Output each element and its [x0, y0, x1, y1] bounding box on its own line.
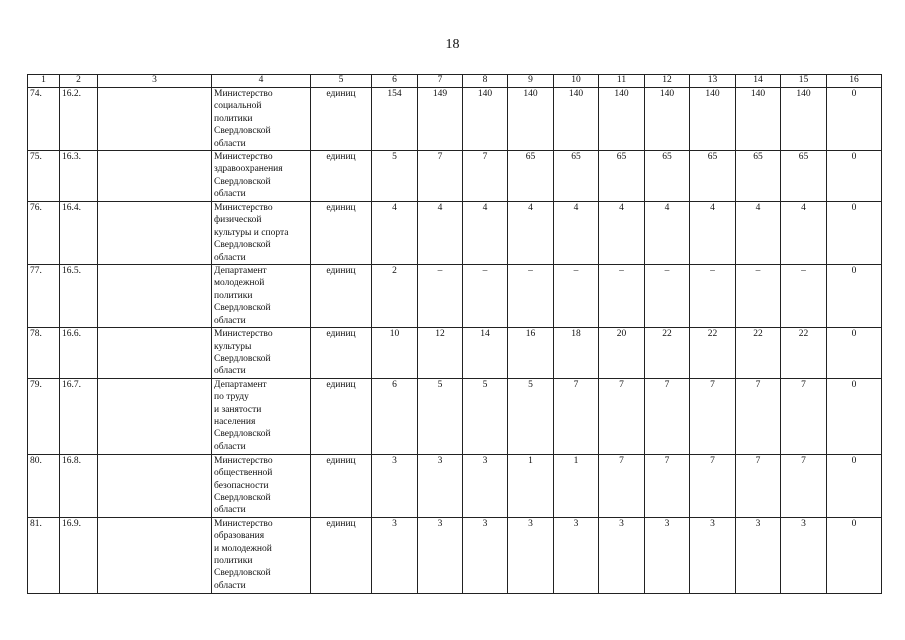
table-row: [28, 88, 882, 151]
blank-cell: [98, 202, 212, 265]
organization-cell: Департамент по труду и занятости населения Свердловской области: [212, 378, 311, 454]
value-cell: 7: [781, 378, 827, 454]
value-cell: 65: [781, 151, 827, 202]
value-cell: 3: [645, 517, 690, 593]
value-cell: 0: [827, 328, 882, 379]
value-cell: 7: [599, 454, 645, 517]
unit-cell: единиц: [311, 378, 372, 454]
value-cell: –: [781, 265, 827, 328]
value-cell: 65: [554, 151, 599, 202]
value-cell: –: [463, 265, 508, 328]
value-cell: –: [599, 265, 645, 328]
indicator-table: [27, 74, 882, 594]
value-cell: 22: [781, 328, 827, 379]
row-number-cell: 80.: [28, 454, 60, 517]
value-cell: 3: [554, 517, 599, 593]
value-cell: 20: [599, 328, 645, 379]
column-header: 12: [645, 75, 690, 88]
value-cell: 65: [599, 151, 645, 202]
page-number: 18: [445, 37, 460, 52]
column-header: 7: [418, 75, 463, 88]
value-cell: 3: [463, 517, 508, 593]
value-cell: 7: [690, 378, 736, 454]
value-cell: 14: [463, 328, 508, 379]
blank-cell: [98, 265, 212, 328]
table-row: [28, 454, 882, 517]
unit-cell: единиц: [311, 202, 372, 265]
organization-cell: Министерство социальной политики Свердловской области: [212, 88, 311, 151]
value-cell: 4: [372, 202, 418, 265]
row-number-cell: 76.: [28, 202, 60, 265]
value-cell: 140: [554, 88, 599, 151]
value-cell: 65: [736, 151, 781, 202]
unit-cell: единиц: [311, 517, 372, 593]
row-code-cell: 16.2.: [60, 88, 98, 151]
value-cell: 0: [827, 265, 882, 328]
value-cell: 3: [463, 454, 508, 517]
value-cell: 7: [736, 454, 781, 517]
organization-cell: Министерство культуры Свердловской области: [212, 328, 311, 379]
organization-cell: Министерство здравоохранения Свердловской области: [212, 151, 311, 202]
value-cell: 140: [690, 88, 736, 151]
value-cell: 140: [508, 88, 554, 151]
value-cell: 0: [827, 88, 882, 151]
value-cell: –: [508, 265, 554, 328]
value-cell: 4: [736, 202, 781, 265]
value-cell: 6: [372, 378, 418, 454]
column-header: 1: [28, 75, 60, 88]
value-cell: 5: [372, 151, 418, 202]
value-cell: 2: [372, 265, 418, 328]
value-cell: 7: [599, 378, 645, 454]
value-cell: –: [554, 265, 599, 328]
column-header: 15: [781, 75, 827, 88]
value-cell: 5: [463, 378, 508, 454]
column-header: 2: [60, 75, 98, 88]
unit-cell: единиц: [311, 265, 372, 328]
value-cell: 140: [736, 88, 781, 151]
column-header: 10: [554, 75, 599, 88]
column-header: 5: [311, 75, 372, 88]
unit-cell: единиц: [311, 328, 372, 379]
row-number-cell: 75.: [28, 151, 60, 202]
table-row: [28, 202, 882, 265]
value-cell: 4: [690, 202, 736, 265]
blank-cell: [98, 88, 212, 151]
unit-cell: единиц: [311, 88, 372, 151]
value-cell: 149: [418, 88, 463, 151]
value-cell: 3: [372, 454, 418, 517]
column-header: 9: [508, 75, 554, 88]
organization-cell: Министерство физической культуры и спорта Свердловской области: [212, 202, 311, 265]
table-row: [28, 151, 882, 202]
column-header: 11: [599, 75, 645, 88]
column-header: 14: [736, 75, 781, 88]
value-cell: 22: [645, 328, 690, 379]
unit-cell: единиц: [311, 151, 372, 202]
value-cell: –: [645, 265, 690, 328]
value-cell: 5: [418, 378, 463, 454]
value-cell: 22: [736, 328, 781, 379]
value-cell: 0: [827, 151, 882, 202]
unit-cell: единиц: [311, 454, 372, 517]
blank-cell: [98, 454, 212, 517]
table-row: [28, 328, 882, 379]
value-cell: 0: [827, 202, 882, 265]
value-cell: 4: [781, 202, 827, 265]
value-cell: 7: [645, 378, 690, 454]
value-cell: 0: [827, 378, 882, 454]
value-cell: 3: [418, 517, 463, 593]
row-number-cell: 77.: [28, 265, 60, 328]
value-cell: 0: [827, 517, 882, 593]
value-cell: 3: [599, 517, 645, 593]
column-header: 8: [463, 75, 508, 88]
value-cell: 154: [372, 88, 418, 151]
value-cell: 0: [827, 454, 882, 517]
blank-cell: [98, 517, 212, 593]
row-number-cell: 78.: [28, 328, 60, 379]
organization-cell: Министерство общественной безопасности Свердловской области: [212, 454, 311, 517]
table-row: [28, 265, 882, 328]
value-cell: –: [690, 265, 736, 328]
row-code-cell: 16.5.: [60, 265, 98, 328]
value-cell: 16: [508, 328, 554, 379]
organization-cell: Министерство образования и молодежной политики Свердловской области: [212, 517, 311, 593]
value-cell: 140: [463, 88, 508, 151]
value-cell: 4: [508, 202, 554, 265]
value-cell: 7: [736, 378, 781, 454]
value-cell: 65: [645, 151, 690, 202]
row-code-cell: 16.4.: [60, 202, 98, 265]
column-header: 13: [690, 75, 736, 88]
value-cell: 7: [690, 454, 736, 517]
value-cell: 140: [781, 88, 827, 151]
value-cell: –: [418, 265, 463, 328]
row-number-cell: 79.: [28, 378, 60, 454]
value-cell: 3: [781, 517, 827, 593]
value-cell: 7: [463, 151, 508, 202]
row-code-cell: 16.3.: [60, 151, 98, 202]
value-cell: 5: [508, 378, 554, 454]
value-cell: 3: [736, 517, 781, 593]
column-header: 16: [827, 75, 882, 88]
column-header: 4: [212, 75, 311, 88]
organization-cell: Департамент молодежной политики Свердловской области: [212, 265, 311, 328]
value-cell: 7: [418, 151, 463, 202]
value-cell: 4: [645, 202, 690, 265]
value-cell: 4: [463, 202, 508, 265]
blank-cell: [98, 378, 212, 454]
value-cell: 3: [508, 517, 554, 593]
value-cell: 4: [554, 202, 599, 265]
row-code-cell: 16.9.: [60, 517, 98, 593]
value-cell: 65: [508, 151, 554, 202]
row-code-cell: 16.6.: [60, 328, 98, 379]
value-cell: –: [736, 265, 781, 328]
row-code-cell: 16.7.: [60, 378, 98, 454]
value-cell: 140: [645, 88, 690, 151]
row-number-cell: 74.: [28, 88, 60, 151]
table-row: [28, 517, 882, 593]
value-cell: 7: [554, 378, 599, 454]
value-cell: 3: [372, 517, 418, 593]
value-cell: 140: [599, 88, 645, 151]
value-cell: 1: [508, 454, 554, 517]
value-cell: 12: [418, 328, 463, 379]
value-cell: 10: [372, 328, 418, 379]
column-header: 3: [98, 75, 212, 88]
value-cell: 18: [554, 328, 599, 379]
blank-cell: [98, 151, 212, 202]
table-body: [28, 88, 882, 594]
value-cell: 65: [690, 151, 736, 202]
row-code-cell: 16.8.: [60, 454, 98, 517]
column-number-row: [28, 75, 882, 88]
row-number-cell: 81.: [28, 517, 60, 593]
table-row: [28, 378, 882, 454]
column-header: 6: [372, 75, 418, 88]
value-cell: 7: [645, 454, 690, 517]
value-cell: 7: [781, 454, 827, 517]
value-cell: 3: [418, 454, 463, 517]
value-cell: 4: [599, 202, 645, 265]
blank-cell: [98, 328, 212, 379]
value-cell: 1: [554, 454, 599, 517]
value-cell: 3: [690, 517, 736, 593]
value-cell: 4: [418, 202, 463, 265]
value-cell: 22: [690, 328, 736, 379]
